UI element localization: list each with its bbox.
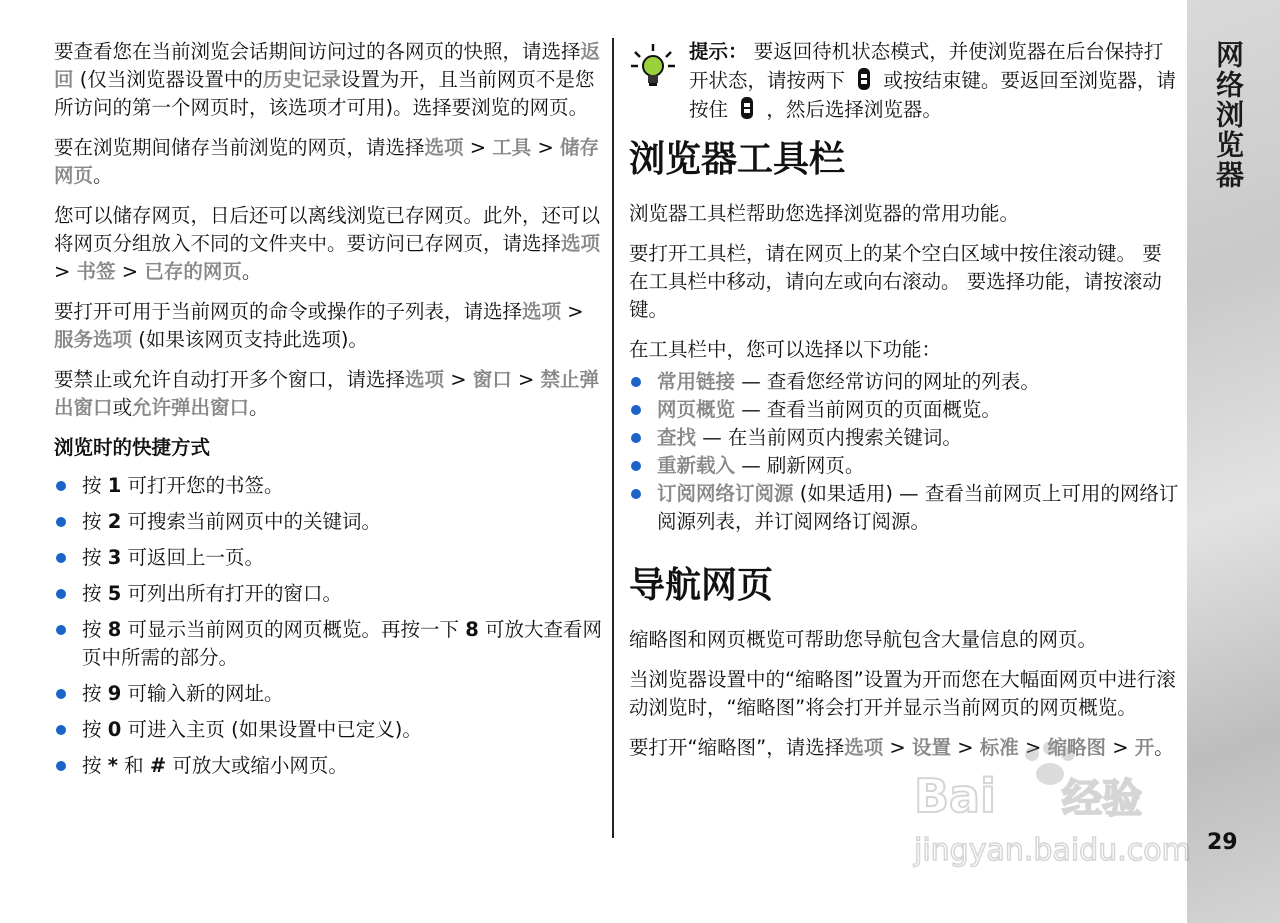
shortcuts-list (54, 472, 602, 780)
paragraph-popups: 要禁止或允许自动打开多个窗口，请选择选项 > 窗口 > 禁止弹出窗口或允许弹出窗口。 (54, 368, 600, 419)
list-item: 查找 — 在当前网页内搜索关键词。 (629, 424, 1181, 452)
list-item: 按 8 可显示当前网页的网页概览。再按一下 8 可放大查看网页中所需的部分。 (54, 616, 602, 672)
column-divider (612, 38, 614, 838)
watermark-url: jingyan.baidu.com (914, 833, 1191, 868)
chapter-title: 网络浏览器 (1212, 40, 1245, 190)
paragraph-save-page: 要在浏览期间储存当前浏览的网页，请选择选项 > 工具 > 储存网页。 (54, 136, 600, 187)
list-item: 按 2 可搜索当前网页中的关键词。 (54, 508, 602, 536)
watermark-brand: Bai (914, 769, 996, 823)
tip-box: 提示： 要返回待机状态模式，并使浏览器在后台保持打开状态，请按两下 或按结束键。要返回至浏览器，请按住 ，然后选择浏览器。 (629, 38, 1181, 124)
list-item: 常用链接 — 查看您经常访问的网址的列表。 (629, 368, 1181, 396)
menu-key-icon (738, 95, 756, 121)
toolbar-list (629, 368, 1181, 536)
paragraph-history: 要查看您在当前浏览会话期间访问过的各网页的快照，请选择返回 (仅当浏览器设置中的历史记录设置为开，且当前网页不是您所访问的第一个网页时，该选项才可用)。选择要浏览的网页。 (54, 40, 601, 119)
list-item: 按 1 可打开您的书签。 (54, 472, 602, 500)
paragraph-nav-thumbnail: 当浏览器设置中的“缩略图”设置为开而您在大幅面网页中进行滚动浏览时，“缩略图”将会打开并显示当前网页的网页概览。 (629, 668, 1176, 719)
list-item: 按 9 可输入新的网址。 (54, 680, 602, 708)
paragraph-toolbar-functions: 在工具栏中，您可以选择以下功能： (629, 338, 942, 361)
page-number: 29 (1207, 830, 1238, 855)
shortcuts-heading: 浏览时的快捷方式 (54, 436, 211, 459)
heading-toolbar: 浏览器工具栏 (629, 139, 846, 180)
paragraph-nav-intro: 缩略图和网页概览可帮助您导航包含大量信息的网页。 (629, 628, 1098, 651)
left-column (54, 38, 602, 788)
lightbulb-icon (629, 42, 677, 90)
menu-link-back: 返回 (54, 40, 601, 91)
paragraph-service-options: 要打开可用于当前网页的命令或操作的子列表，请选择选项 > 服务选项 (如果该网页支持此选项)。 (54, 300, 584, 351)
paragraph-saved-pages: 您可以储存网页，日后还可以离线浏览已存网页。此外，还可以将网页分组放入不同的文件夹中。要访问已存网页，请选择选项 > 书签 > 已存的网页。 (54, 204, 601, 283)
list-item: 网页概览 — 查看当前网页的页面概览。 (629, 396, 1181, 424)
list-item: 按 5 可列出所有打开的窗口。 (54, 580, 602, 608)
list-item: 按 3 可返回上一页。 (54, 544, 602, 572)
menu-link-history: 历史记录 (262, 68, 341, 91)
list-item: 订阅网络订阅源 (如果适用) — 查看当前网页上可用的网络订阅源列表，并订阅网络订阅源。 (629, 480, 1181, 536)
menu-key-icon (855, 66, 873, 92)
paragraph-nav-open: 要打开“缩略图”，请选择选项 > 设置 > 标准 > 缩略图 > 开。 (629, 736, 1174, 759)
tip-label: 提示： (689, 40, 748, 63)
watermark-brand-cn: 经验 (1062, 776, 1142, 822)
list-item: 重新载入 — 刷新网页。 (629, 452, 1181, 480)
heading-navigate: 导航网页 (629, 565, 774, 606)
list-item: 按 0 可进入主页 (如果设置中已定义)。 (54, 716, 602, 744)
paragraph-toolbar-open: 要打开工具栏，请在网页上的某个空白区域中按住滚动键。 要在工具栏中移动，请向左或向右滚动。 要选择功能，请按滚动键。 (629, 242, 1162, 321)
paragraph-toolbar-intro: 浏览器工具栏帮助您选择浏览器的常用功能。 (629, 202, 1020, 225)
list-item: 按 * 和 # 可放大或缩小网页。 (54, 752, 602, 780)
right-column (629, 38, 1181, 774)
